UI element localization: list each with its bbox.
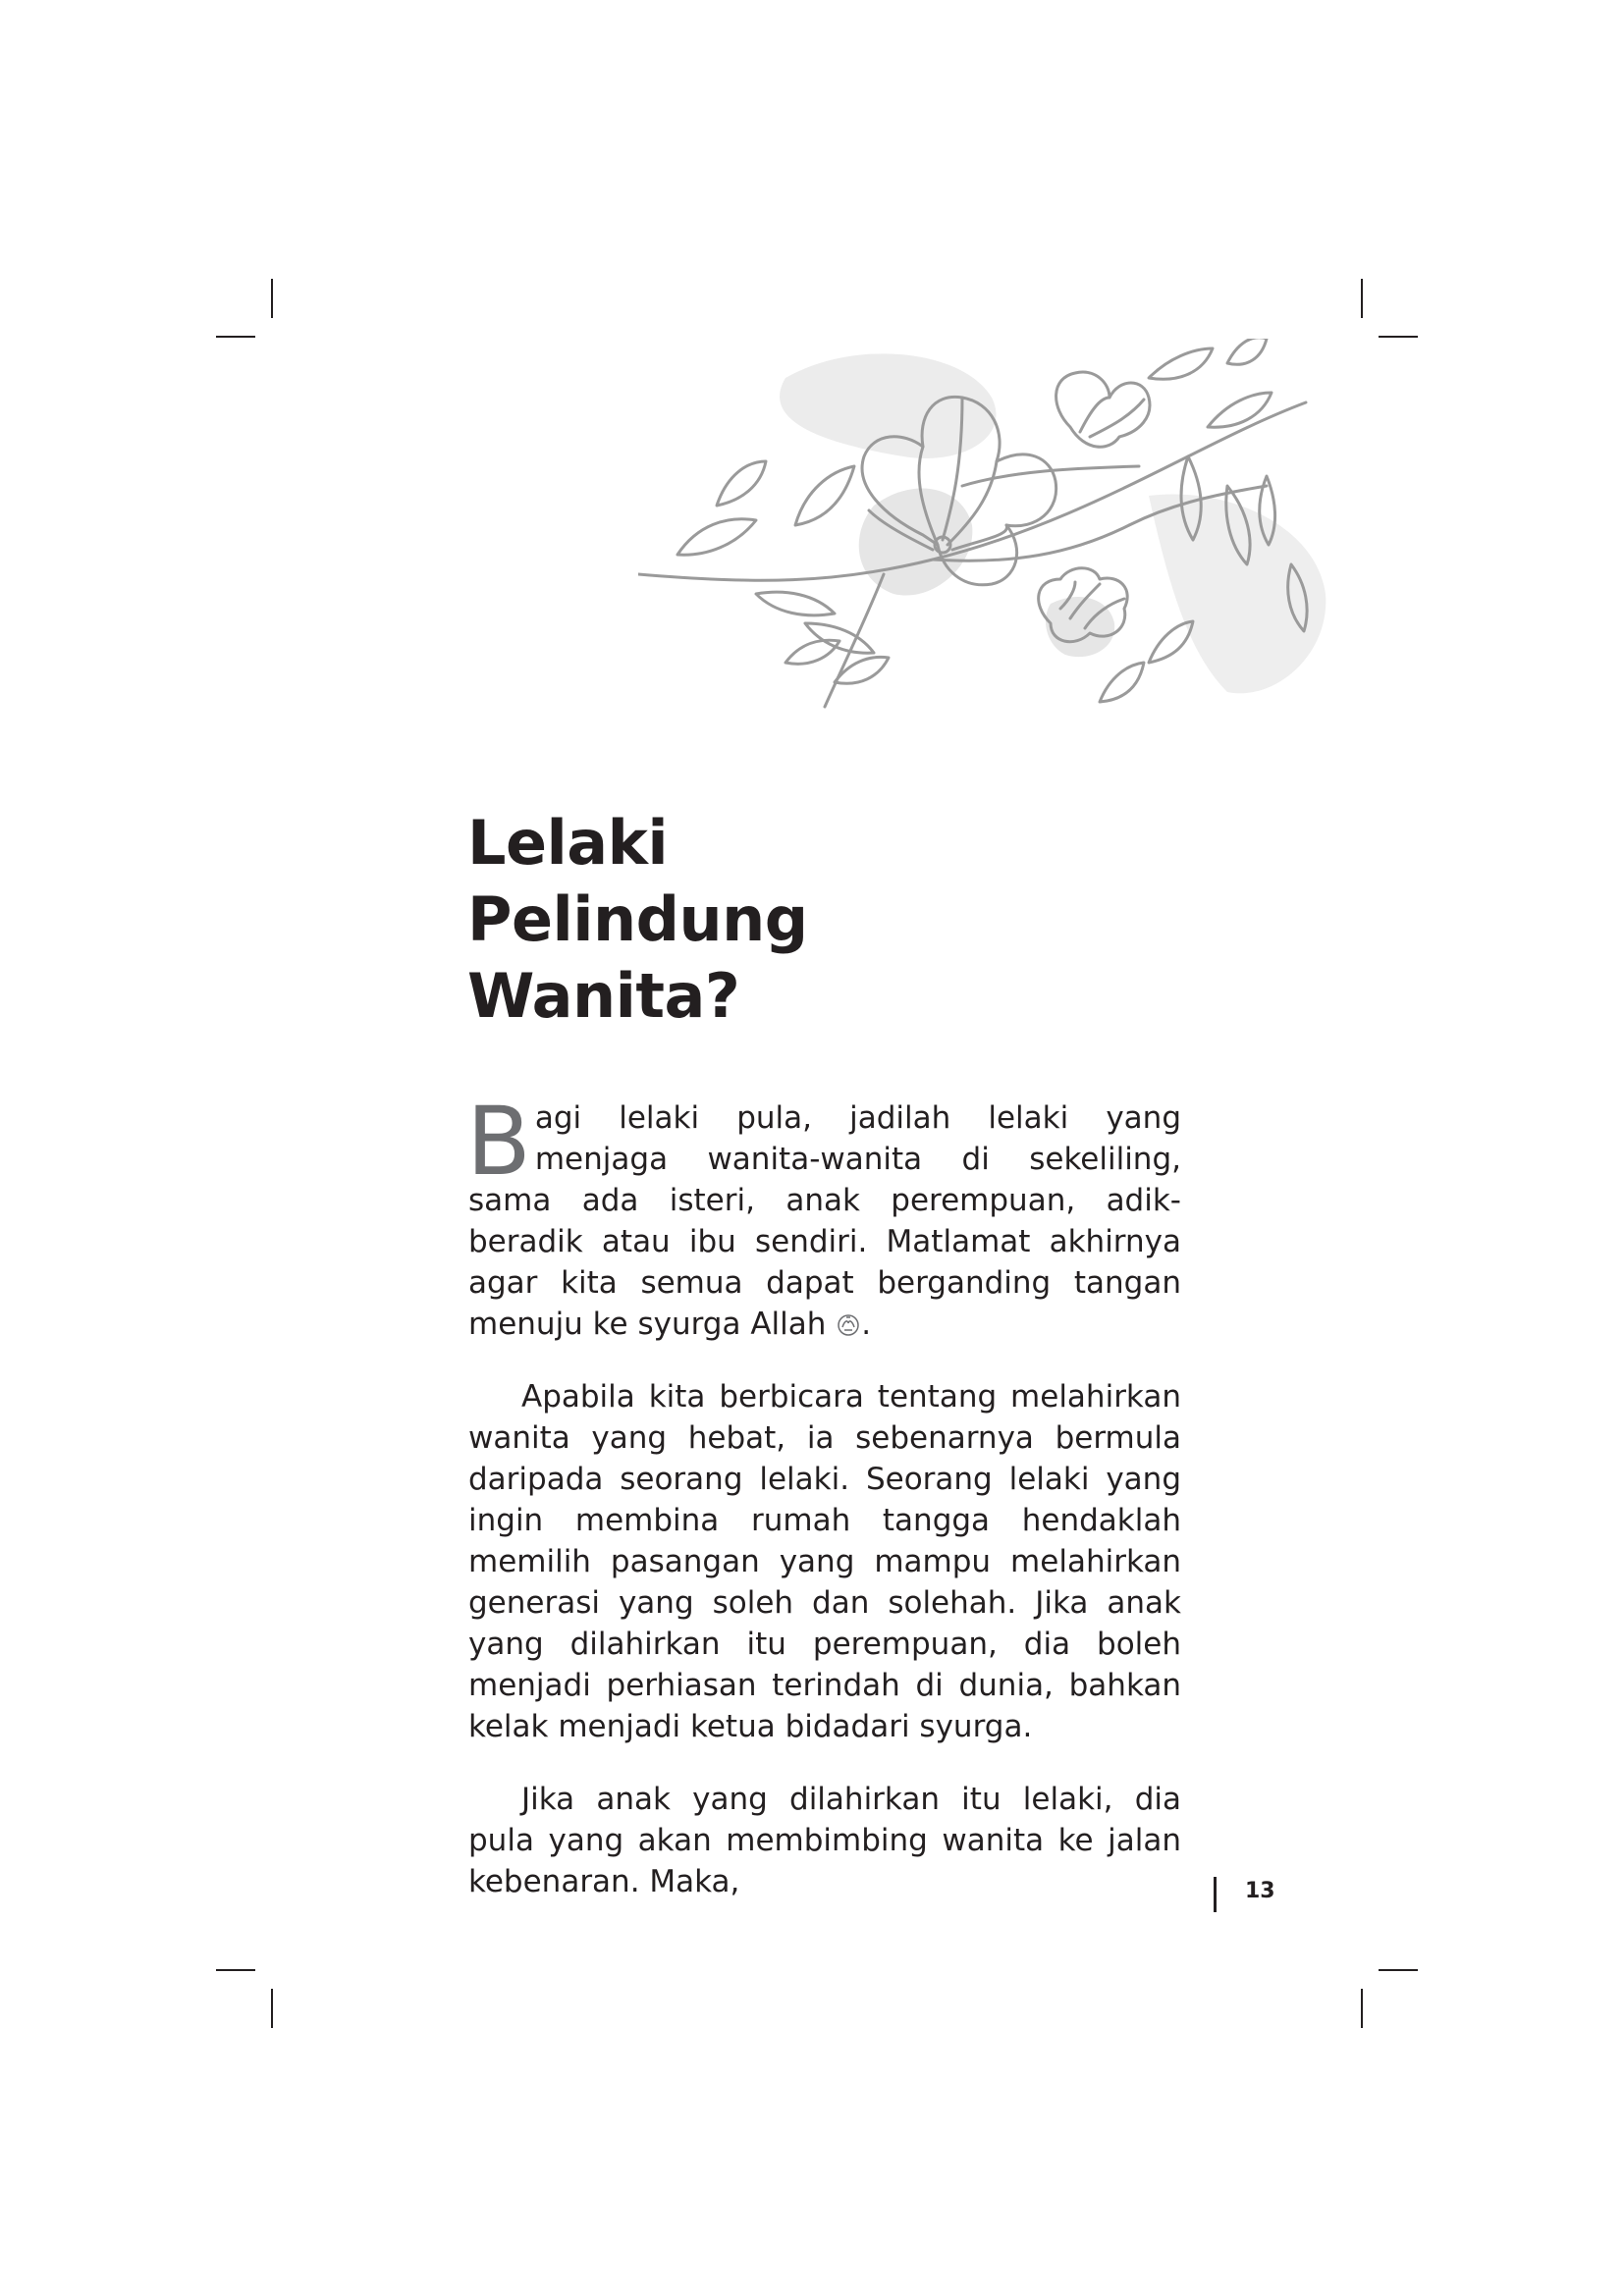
crop-mark-top-left-horizontal	[216, 336, 255, 338]
crop-mark-bottom-left-vertical	[271, 1989, 273, 2028]
paragraph-1-text: agi lelaki pula, jadilah lelaki yang menjaga wanita-wanita di sekeliling, sama ada isteri, anak perempuan, adik-beradik atau ibu sendiri. Matlamat akhirnya agar kita semua dapat berganding tangan menuju ke syurga Allah	[468, 1100, 1181, 1342]
crop-mark-top-left-vertical	[271, 279, 273, 318]
crop-mark-top-right-horizontal	[1379, 336, 1418, 338]
crop-mark-top-right-vertical	[1361, 279, 1363, 318]
chapter-title-line-2: Pelindung	[467, 883, 808, 955]
paragraph-1-end: .	[861, 1307, 872, 1342]
folio-divider	[1214, 1877, 1217, 1912]
swt-calligraphy-icon	[836, 1311, 861, 1337]
crop-mark-bottom-left-horizontal	[216, 1969, 255, 1971]
crop-mark-bottom-right-horizontal	[1379, 1969, 1418, 1971]
chapter-title	[467, 805, 808, 1035]
floral-illustration	[638, 339, 1345, 761]
page-number: 13	[1245, 1879, 1275, 1903]
chapter-title-line-3: Wanita?	[467, 960, 740, 1032]
body-text	[466, 1087, 1181, 1934]
chapter-title-line-1: Lelaki	[467, 807, 669, 879]
paragraph-1	[466, 1087, 1181, 1345]
crop-mark-bottom-right-vertical	[1361, 1989, 1363, 2028]
drop-cap: B	[466, 1087, 531, 1197]
paragraph-3: Jika anak yang dilahirkan itu lelaki, dia pula yang akan membimbing wanita ke jalan kebenaran. Maka,	[468, 1782, 1181, 1899]
paragraph-2: Apabila kita berbicara tentang melahirkan wanita yang hebat, ia sebenarnya bermula daripada seorang lelaki. Seorang lelaki yang ingin membina rumah tangga hendaklah memilih pasangan yang mampu melahirkan generasi yang soleh dan solehah. Jika anak yang dilahirkan itu perempuan, dia boleh menjadi perhiasan terindah di dunia, bahkan kelak menjadi ketua bidadari syurga.	[468, 1379, 1181, 1744]
